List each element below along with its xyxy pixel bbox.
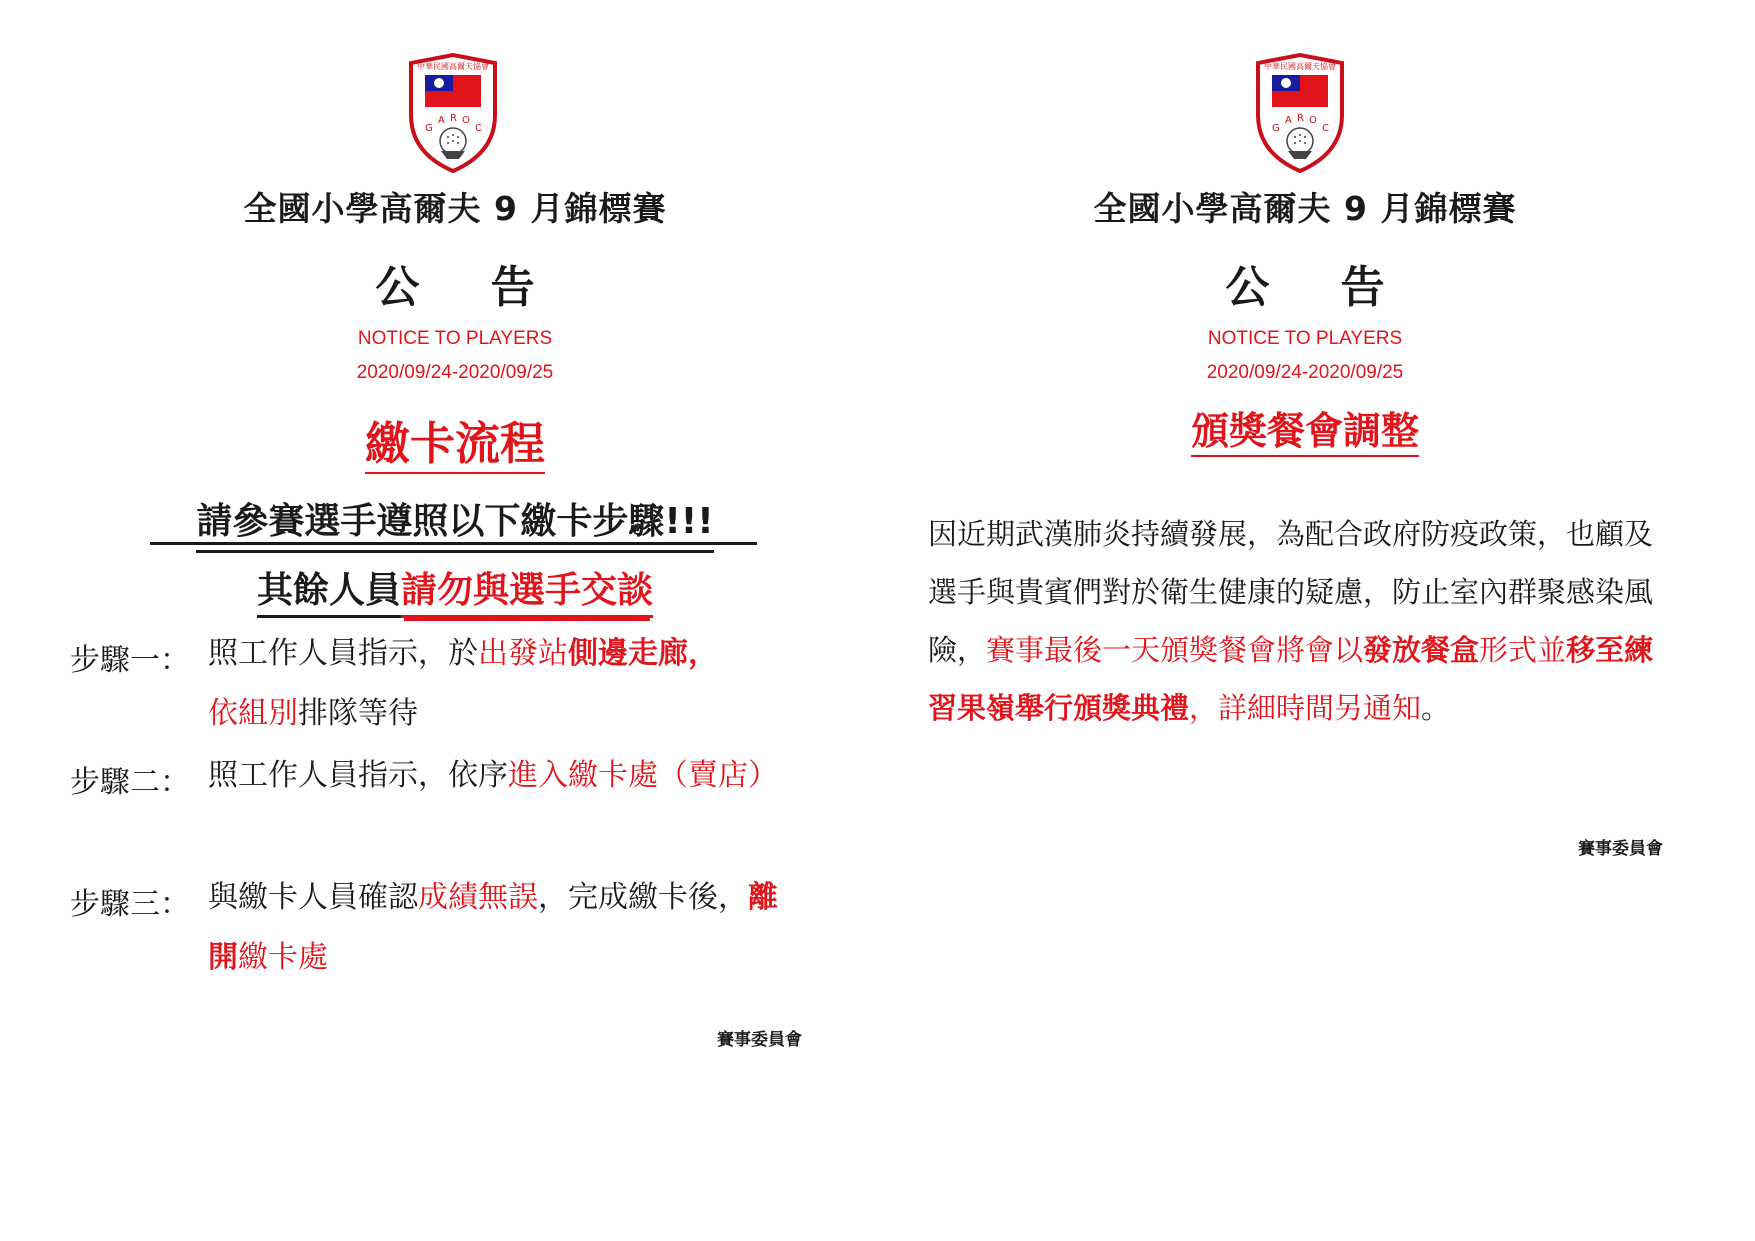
svg-text:C: C [1322, 123, 1329, 134]
topic-title: 繳卡流程 [365, 417, 545, 474]
svg-text:R: R [1297, 113, 1304, 124]
notice-to-players: NOTICE TO PLAYERS [357, 328, 553, 349]
logo-arc-text: 中華民國高爾夫協會 [1264, 62, 1336, 71]
step-2-label: 步驟二： [70, 765, 190, 800]
garoc-logo [1250, 53, 1350, 173]
event-dates: 2020/09/24-2020/09/25 [356, 362, 554, 383]
topic-title: 頒獎餐會調整 [1191, 409, 1419, 457]
announcement-heading: 公 告 [375, 262, 563, 313]
committee-signature: 賽事委員會 [717, 1030, 802, 1050]
alert-players: 請參賽選手遵照以下繳卡步驟!!! [0, 493, 910, 553]
svg-text:R: R [450, 113, 457, 124]
svg-text:A: A [438, 115, 445, 126]
step-3-text: 與繳卡人員確認成績無誤，完成繳卡後，離開繳卡處 [208, 880, 778, 975]
garoc-logo [403, 53, 503, 173]
event-dates: 2020/09/24-2020/09/25 [1206, 362, 1404, 383]
logo-arc-text: 中華民國高爾夫協會 [417, 62, 489, 71]
svg-text:A: A [1285, 115, 1292, 126]
event-title: 全國小學高爾夫 9 月錦標賽 [243, 189, 667, 228]
alert-others: 其餘人員請勿與選手交談 [0, 562, 910, 613]
event-title: 全國小學高爾夫 9 月錦標賽 [1093, 189, 1517, 228]
double-underline [150, 542, 757, 545]
step-3-label: 步驟三： [70, 887, 190, 922]
svg-text:C: C [475, 123, 482, 134]
step-1-label: 步驟一： [70, 643, 190, 678]
notice-to-players: NOTICE TO PLAYERS [1207, 328, 1403, 349]
svg-text:O: O [1309, 115, 1317, 126]
step-2-text: 照工作人員指示，依序進入繳卡處（賣店） [208, 758, 778, 793]
announcement-heading: 公 告 [1225, 262, 1413, 313]
svg-text:G: G [425, 123, 433, 134]
step-1-text: 照工作人員指示，於出發站側邊走廊， 依組別排隊等待 [208, 636, 718, 731]
svg-text:O: O [462, 115, 470, 126]
committee-signature: 賽事委員會 [1578, 839, 1663, 859]
announcement-body: 因近期武漢肺炎持續發展，為配合政府防疫政策，也顧及選手與貴賓們對於衛生健康的疑慮，防止室內群聚感染風險，賽事最後一天頒獎餐會將會以發放餐盒形式並移至練習果嶺舉行頒獎典禮，詳細時間另通知。 [928, 517, 1654, 725]
svg-text:G: G [1272, 123, 1280, 134]
